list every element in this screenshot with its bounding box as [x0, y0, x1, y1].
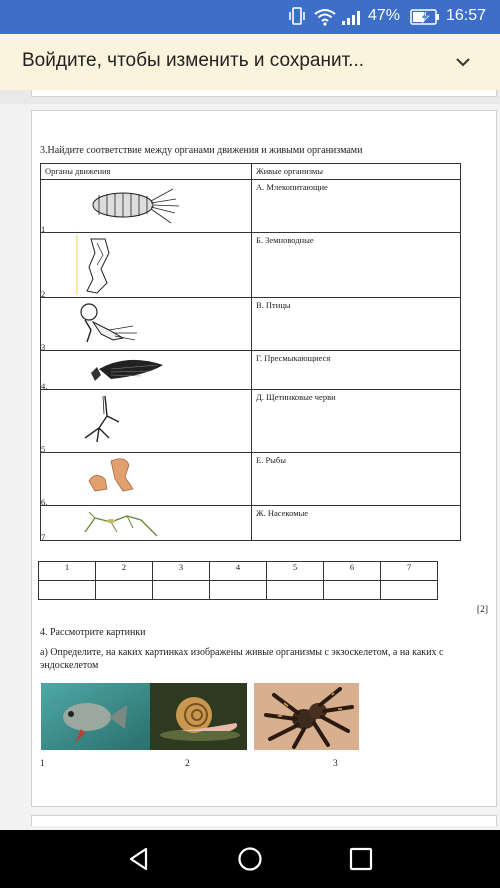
- clock: 16:57: [446, 7, 487, 24]
- organism-label: В. Птицы: [252, 298, 461, 351]
- answer-cell[interactable]: [381, 581, 438, 600]
- table-row: [41, 180, 461, 233]
- header-organs: Органы движения: [41, 164, 252, 180]
- table-row: [41, 233, 461, 298]
- table-row: [41, 298, 461, 351]
- recents-icon[interactable]: [348, 846, 374, 872]
- signal-icon: [342, 9, 364, 30]
- row-number: 4.: [41, 381, 48, 391]
- answer-header: 7: [381, 562, 438, 581]
- snail-photo: [150, 683, 247, 750]
- vibrate-icon: [288, 6, 306, 31]
- sign-in-banner[interactable]: [0, 34, 500, 91]
- organism-label: Ж. Насекомые: [252, 506, 461, 541]
- answer-header: 2: [96, 562, 153, 581]
- answer-header: 6: [324, 562, 381, 581]
- banner-title: Войдите, чтобы изменить и сохранит...: [22, 50, 365, 71]
- row-number: 3: [41, 342, 46, 352]
- table-header-row: [41, 164, 461, 180]
- table-row: [41, 351, 461, 390]
- answer-cell[interactable]: [210, 581, 267, 600]
- fish-fin-skeleton-image: [73, 300, 143, 346]
- score-marker: [2]: [476, 605, 488, 615]
- row-number: 5: [41, 444, 46, 454]
- answer-header: 4: [210, 562, 267, 581]
- home-icon[interactable]: [237, 846, 263, 872]
- row-number: 1: [41, 224, 46, 234]
- organ-cell: [41, 506, 252, 541]
- image-number: 2: [185, 759, 190, 769]
- organ-cell: [41, 298, 252, 351]
- organ-cell: [41, 453, 252, 506]
- answer-header: 1: [39, 562, 96, 581]
- insect-legs-image: [81, 508, 161, 538]
- table-row: [41, 390, 461, 453]
- previous-page-edge: [0, 90, 500, 104]
- question-4a-text: а) Определите, на каких картинках изображены живые организмы с экзоскелетом, а на каких с эндоскелетом: [40, 647, 444, 671]
- chevron-down-icon[interactable]: [452, 51, 474, 73]
- back-icon[interactable]: [126, 846, 152, 872]
- status-bar: [0, 0, 500, 34]
- answer-header: 5: [267, 562, 324, 581]
- answer-header: 3: [153, 562, 210, 581]
- row-number: 2: [41, 289, 46, 299]
- organism-label: Б. Земноводные: [252, 233, 461, 298]
- answer-header-row: [39, 562, 438, 581]
- answer-cell[interactable]: [39, 581, 96, 600]
- wing-image: [87, 353, 167, 383]
- answer-grid: [38, 561, 438, 600]
- frog-leg-image: [75, 235, 125, 295]
- organism-label: А. Млекопитающие: [252, 180, 461, 233]
- header-organisms: Живые организмы: [252, 164, 461, 180]
- answer-cell[interactable]: [153, 581, 210, 600]
- table-row: [41, 453, 461, 506]
- question-3-title: 3.Найдите соответствие между органами движения и живыми организмами: [40, 145, 363, 156]
- bird-foot-image: [75, 394, 125, 446]
- answer-cell[interactable]: [267, 581, 324, 600]
- next-page-edge: [31, 815, 497, 826]
- spider-photo: [254, 683, 359, 750]
- organism-label: Е. Рыбы: [252, 453, 461, 506]
- answer-cell[interactable]: [324, 581, 381, 600]
- crayfish-legs-image: [81, 183, 181, 229]
- navigation-bar: [0, 830, 500, 888]
- row-number: 7: [41, 532, 46, 542]
- row-number: 6.: [41, 497, 48, 507]
- human-limbs-image: [81, 455, 141, 497]
- answer-row: [39, 581, 438, 600]
- battery-percent: 47%: [368, 7, 401, 24]
- answer-cell[interactable]: [96, 581, 153, 600]
- organism-label: Д. Щетинковые черви: [252, 390, 461, 453]
- organism-label: Г. Пресмыкающиеся: [252, 351, 461, 390]
- battery-charging-icon: [410, 9, 440, 30]
- image-number: 3: [333, 759, 338, 769]
- question-4-title: 4. Рассмотрите картинки: [40, 627, 146, 638]
- image-number: 1: [40, 759, 45, 769]
- organ-cell: [41, 180, 252, 233]
- matching-table: [40, 163, 461, 541]
- document-page: [31, 110, 497, 807]
- fish-photo: [41, 683, 150, 750]
- wifi-icon: [314, 8, 336, 31]
- organ-cell: [41, 351, 252, 390]
- organ-cell: [41, 390, 252, 453]
- table-row: [41, 506, 461, 541]
- organ-cell: [41, 233, 252, 298]
